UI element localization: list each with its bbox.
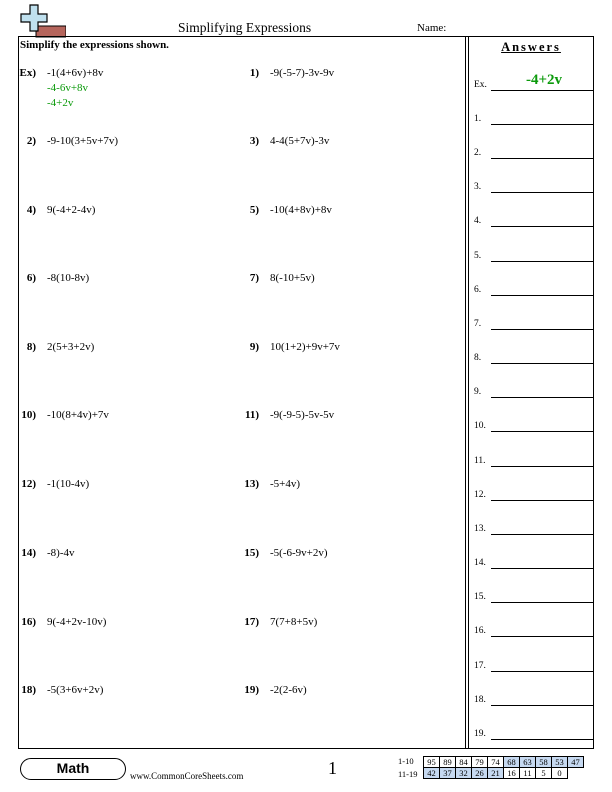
answers-title: Answers	[501, 40, 561, 54]
answer-label: 3.	[474, 182, 482, 192]
math-plus-logo-icon	[20, 4, 66, 38]
answer-label: 2.	[474, 148, 482, 158]
score-cell: 21	[488, 768, 504, 779]
problem-number: 15)	[244, 547, 259, 559]
problem-number: 1)	[249, 67, 259, 79]
answer-blank[interactable]	[491, 192, 593, 193]
problem-expression: 9(-4+2-4v)	[47, 204, 96, 216]
score-cell: 58	[536, 757, 552, 768]
problem-expression: -8(10-8v)	[47, 272, 90, 284]
score-row	[424, 757, 584, 768]
answer-example-line	[491, 90, 593, 91]
problem-expression: 2(5+3+2v)	[47, 341, 95, 353]
problem-number: 8)	[26, 341, 36, 353]
answer-blank[interactable]	[491, 124, 593, 125]
answer-label: 7.	[474, 319, 482, 329]
problem-number: 10)	[21, 409, 36, 421]
answer-blank[interactable]	[491, 226, 593, 227]
answer-blank[interactable]	[491, 705, 593, 706]
score-cell: 37	[440, 768, 456, 779]
problem-expression: -9(-9-5)-5v-5v	[270, 409, 335, 421]
example-label: Ex)	[19, 67, 36, 79]
problem-expression: -8)-4v	[47, 547, 75, 559]
problem-expression: -9-10(3+5v+7v)	[47, 135, 119, 147]
score-cell: 32	[456, 768, 472, 779]
problem-expression: -2(2-6v)	[270, 684, 307, 696]
problem-number: 16)	[21, 616, 36, 628]
answer-blank[interactable]	[491, 534, 593, 535]
page-number: 1	[328, 758, 337, 778]
score-cell: 63	[520, 757, 536, 768]
answer-label: 4.	[474, 216, 482, 226]
score-row-label: 11-19	[398, 769, 418, 779]
answer-blank[interactable]	[491, 329, 593, 330]
answer-blank[interactable]	[491, 671, 593, 672]
score-row	[424, 768, 584, 779]
answer-label: 17.	[474, 661, 486, 671]
score-cell: 79	[472, 757, 488, 768]
answer-label: 11.	[474, 456, 486, 466]
answer-blank[interactable]	[491, 397, 593, 398]
score-cell: 89	[440, 757, 456, 768]
example-step: -4+2v	[47, 97, 74, 109]
frame-divider	[468, 36, 469, 748]
problem-expression: 7(7+8+5v)	[270, 616, 318, 628]
answer-label: 9.	[474, 387, 482, 397]
site-url: www.CommonCoreSheets.com	[130, 771, 244, 781]
score-row-label: 1-10	[398, 756, 414, 766]
score-cell: 74	[488, 757, 504, 768]
answer-label: 14.	[474, 558, 486, 568]
frame-divider	[465, 36, 466, 748]
answer-label: 5.	[474, 251, 482, 261]
problem-expression: -10(8+4v)+7v	[47, 409, 109, 421]
answer-label: 18.	[474, 695, 486, 705]
score-cell: 42	[424, 768, 440, 779]
score-cell: 95	[424, 757, 440, 768]
score-cell: 16	[504, 768, 520, 779]
answer-blank[interactable]	[491, 295, 593, 296]
problem-number: 2)	[26, 135, 36, 147]
answer-example-value: -4+2v	[525, 72, 563, 88]
score-table	[423, 756, 584, 779]
frame-border-bottom	[18, 748, 594, 749]
answer-blank[interactable]	[491, 568, 593, 569]
answer-label: 15.	[474, 592, 486, 602]
score-cell: 0	[552, 768, 568, 779]
answer-label: 12.	[474, 490, 486, 500]
answer-blank[interactable]	[491, 602, 593, 603]
score-cell: 26	[472, 768, 488, 779]
problem-number: 11)	[244, 409, 259, 421]
answer-label: 10.	[474, 421, 486, 431]
answer-blank[interactable]	[491, 500, 593, 501]
problem-expression: -5(3+6v+2v)	[47, 684, 104, 696]
answer-label: 1.	[474, 114, 482, 124]
problem-expression: 9(-4+2v-10v)	[47, 616, 107, 628]
math-badge: Math	[20, 758, 126, 780]
score-cell: 5	[536, 768, 552, 779]
problem-expression: -1(10-4v)	[47, 478, 90, 490]
problem-number: 13)	[244, 478, 259, 490]
frame-border-right	[593, 36, 594, 748]
answer-label: 6.	[474, 285, 482, 295]
answer-blank[interactable]	[491, 739, 593, 740]
answer-label: 13.	[474, 524, 486, 534]
problem-expression: -9(-5-7)-3v-9v	[270, 67, 335, 79]
problem-number: 18)	[21, 684, 36, 696]
score-cell: 47	[568, 757, 584, 768]
answer-label: 8.	[474, 353, 482, 363]
answer-blank[interactable]	[491, 466, 593, 467]
answer-blank[interactable]	[491, 261, 593, 262]
problem-expression: -5+4v)	[270, 478, 301, 490]
answer-label: 16.	[474, 626, 486, 636]
problem-expression: 8(-10+5v)	[270, 272, 315, 284]
header-divider	[18, 36, 594, 37]
problem-expression: -10(4+8v)+8v	[270, 204, 332, 216]
instructions: Simplify the expressions shown.	[20, 39, 169, 51]
problem-expression: 4-4(5+7v)-3v	[270, 135, 330, 147]
score-cell: 11	[520, 768, 536, 779]
answer-blank[interactable]	[491, 363, 593, 364]
answer-blank[interactable]	[491, 158, 593, 159]
example-step: -4-6v+8v	[47, 82, 89, 94]
answer-blank[interactable]	[491, 636, 593, 637]
problem-expression: -5(-6-9v+2v)	[270, 547, 328, 559]
page-title: Simplifying Expressions	[178, 20, 312, 35]
problem-number: 6)	[26, 272, 36, 284]
name-label: Name:	[417, 22, 447, 34]
answer-blank[interactable]	[491, 431, 593, 432]
answer-example-label: Ex.	[474, 80, 487, 90]
problem-number: 3)	[249, 135, 259, 147]
problem-expression: 10(1+2)+9v+7v	[270, 341, 340, 353]
problem-number: 7)	[249, 272, 259, 284]
score-cell: 53	[552, 757, 568, 768]
example-expression: -1(4+6v)+8v	[47, 67, 104, 79]
score-cell: 68	[504, 757, 520, 768]
problem-number: 19)	[244, 684, 259, 696]
problem-number: 12)	[21, 478, 36, 490]
problem-number: 9)	[249, 341, 259, 353]
answer-label: 19.	[474, 729, 486, 739]
score-cell: 84	[456, 757, 472, 768]
problem-number: 17)	[244, 616, 259, 628]
problem-number: 5)	[249, 204, 259, 216]
problem-number: 4)	[26, 204, 36, 216]
problem-number: 14)	[21, 547, 36, 559]
